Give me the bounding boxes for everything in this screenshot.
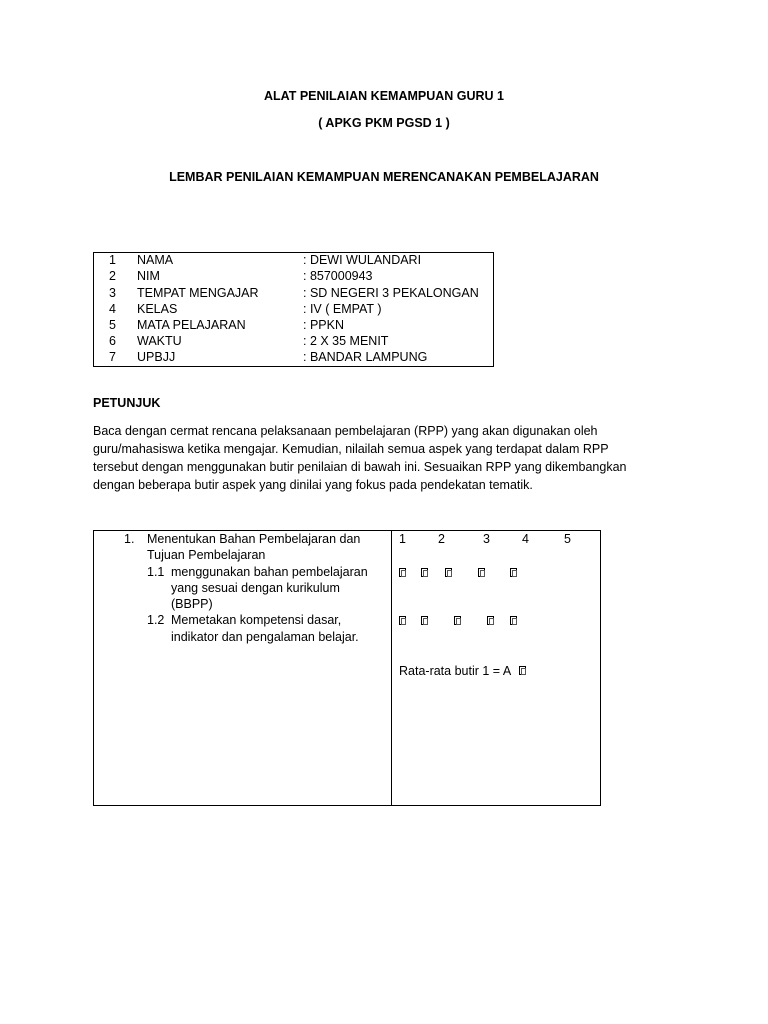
document-subtitle: ( APKG PKM PGSD 1 ) [318, 116, 450, 130]
row-number: 3 [109, 286, 116, 300]
scale-number: 5 [564, 532, 571, 546]
score-checkbox[interactable] [510, 568, 517, 577]
row-label: UPBJJ [137, 350, 176, 364]
sub-item-line: yang sesuai dengan kurikulum [171, 581, 340, 595]
score-checkbox[interactable] [454, 616, 461, 625]
sub-item-line: Memetakan kompetensi dasar, [171, 613, 342, 627]
row-number: 2 [109, 269, 116, 283]
row-number: 4 [109, 302, 116, 316]
score-checkbox[interactable] [510, 616, 517, 625]
row-label: NIM [137, 269, 160, 283]
row-number: 6 [109, 334, 116, 348]
instructions-line: Baca dengan cermat rencana pelaksanaan pembelajaran (RPP) yang akan digunakan oleh [93, 424, 598, 438]
score-checkbox[interactable] [421, 568, 428, 577]
row-value: : DEWI WULANDARI [303, 253, 422, 267]
row-label: TEMPAT MENGAJAR [137, 286, 259, 300]
row-label: NAMA [137, 253, 174, 267]
sub-item-line: indikator dan pengalaman belajar. [171, 630, 359, 644]
score-checkbox[interactable] [399, 616, 406, 625]
row-label: WAKTU [137, 334, 182, 348]
identity-row [94, 286, 493, 302]
score-checkbox[interactable] [421, 616, 428, 625]
score-checkbox[interactable] [399, 568, 406, 577]
column-divider [391, 531, 392, 805]
identity-row [94, 302, 493, 318]
item-title-line: Menentukan Bahan Pembelajaran dan [147, 532, 361, 546]
sub-item-line: menggunakan bahan pembelajaran [171, 565, 368, 579]
average-label: Rata-rata butir 1 = A [399, 664, 512, 678]
instructions-paragraph [93, 422, 653, 494]
scale-number: 3 [483, 532, 490, 546]
assessment-table [93, 530, 601, 806]
identity-row [94, 350, 493, 366]
instructions-heading: PETUNJUK [93, 396, 161, 410]
scale-number: 2 [438, 532, 445, 546]
row-value: : BANDAR LAMPUNG [303, 350, 428, 364]
sub-item-number: 1.2 [147, 613, 165, 627]
sheet-title: LEMBAR PENILAIAN KEMAMPUAN MERENCANAKAN PEMBELAJARAN [169, 170, 599, 184]
identity-row [94, 334, 493, 350]
row-number: 7 [109, 350, 116, 364]
instructions-line: tersebut dengan menggunakan butir penilaian di bawah ini. Sesuaikan RPP yang dikembangkan [93, 460, 627, 474]
item-title-line: Tujuan Pembelajaran [147, 548, 266, 562]
score-checkbox[interactable] [445, 568, 452, 577]
row-label: KELAS [137, 302, 178, 316]
average-checkbox[interactable] [519, 666, 526, 675]
sub-item-number: 1.1 [147, 565, 165, 579]
identity-row [94, 253, 493, 269]
row-number: 5 [109, 318, 116, 332]
item-number: 1. [124, 532, 135, 546]
document-title: ALAT PENILAIAN KEMAMPUAN GURU 1 [263, 89, 505, 103]
instructions-line: guru/mahasiswa ketika mengajar. Kemudian, nilailah semua aspek yang terdapat dalam RPP [93, 442, 609, 456]
row-value: : IV ( EMPAT ) [303, 302, 382, 316]
score-checkbox[interactable] [487, 616, 494, 625]
scale-number: 1 [399, 532, 406, 546]
instructions-line: dengan beberapa butir aspek yang dinilai yang fokus pada pendekatan tematik. [93, 478, 533, 492]
identity-table [93, 252, 494, 367]
sub-item-line: (BBPP) [171, 597, 213, 611]
scale-number: 4 [522, 532, 529, 546]
row-value: : 2 X 35 MENIT [303, 334, 389, 348]
row-value: : 857000943 [303, 269, 373, 283]
row-value: : SD NEGERI 3 PEKALONGAN [303, 286, 479, 300]
row-label: MATA PELAJARAN [137, 318, 246, 332]
score-checkbox[interactable] [478, 568, 485, 577]
identity-row [94, 269, 493, 285]
row-value: : PPKN [303, 318, 344, 332]
identity-row [94, 318, 493, 334]
row-number: 1 [109, 253, 116, 267]
